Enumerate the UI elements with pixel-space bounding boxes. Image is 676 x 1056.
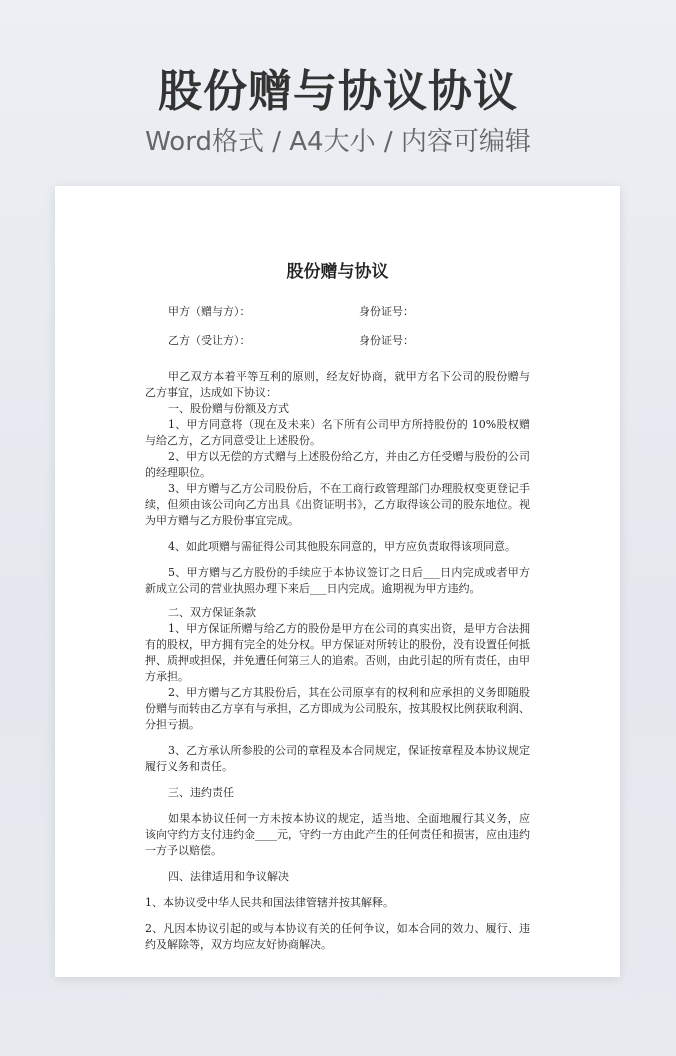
section-4-heading: 四、法律适用和争议解决 <box>168 870 289 883</box>
section-4-clause-1: 1、本协议受中华人民共和国法律管辖并按其解释。 <box>145 896 394 909</box>
page-subtitle: Word格式 / A4大小 / 内容可编辑 <box>145 127 531 157</box>
document-page <box>55 186 620 977</box>
party-b-id-label: 身份证号： <box>359 334 414 347</box>
document-body <box>145 260 530 953</box>
intro-paragraph: 甲乙双方本着平等互利的原则，经友好协商，就甲方名下公司的股份赠与乙方事宜，达成如下协议： <box>145 370 530 399</box>
page-header <box>0 62 676 160</box>
page-title: 股份赠与协议协议 <box>158 66 518 117</box>
section-2-clause-3: 3、乙方承认所参股的公司的章程及本合同规定，保证按章程及本协议规定履行义务和责任。 <box>145 744 530 773</box>
section-2-clause-2: 2、甲方赠与乙方其股份后，其在公司原享有的权利和应承担的义务即随股份赠与而转由乙方享有与承担，乙方即成为公司股东，按其股权比例获取利润、分担亏损。 <box>145 686 530 731</box>
party-a-id-label: 身份证号： <box>359 305 414 318</box>
section-1-clause-5: 5、甲方赠与乙方股份的手续应于本协议签订之日后___日内完成或者甲方新成立公司的营业执照办理下来后___日内完成。逾期视为甲方违约。 <box>145 566 530 595</box>
party-b-row <box>145 333 530 349</box>
section-2-clause-1: 1、甲方保证所赠与给乙方的股份是甲方在公司的真实出资，是甲方合法拥有的股权，甲方拥有完全的处分权。甲方保证对所转让的股份，没有设置任何抵押、质押或担保，并免遭任何第三人的追索。否则，由此引起的所有责任，由甲方承担。 <box>145 622 530 683</box>
party-a-label: 甲方（赠与方）： <box>168 305 251 318</box>
section-3-heading: 三、违约责任 <box>168 786 234 799</box>
section-4-clause-2: 2、凡因本协议引起的或与本协议有关的任何争议，如本合同的效力、履行、违约及解除等，双方均应友好协商解决。 <box>145 922 530 951</box>
section-1-heading: 一、股份赠与份额及方式 <box>168 402 289 415</box>
party-a-row <box>145 304 530 320</box>
section-1-clause-3: 3、甲方赠与乙方公司股份后，不在工商行政管理部门办理股权变更登记手续，但须由该公司向乙方出具《出资证明书》，乙方取得该公司的股东地位。视为甲方赠与乙方股份事宜完成。 <box>145 482 530 527</box>
section-1-clause-1: 1、甲方同意将（现在及未来）名下所有公司甲方所持股份的 10%股权赠与给乙方，乙方同意受让上述股份。 <box>145 418 530 447</box>
section-1-clause-2: 2、甲方以无偿的方式赠与上述股份给乙方，并由乙方任受赠与股份的公司的经理职位。 <box>145 450 530 479</box>
party-b-label: 乙方（受让方）： <box>168 334 251 347</box>
section-3-clause: 如果本协议任何一方未按本协议的规定，适当地、全面地履行其义务，应该向守约方支付违约金____元，守约一方由此产生的任何责任和损害，应由违约一方予以赔偿。 <box>145 812 530 857</box>
document-title: 股份赠与协议 <box>286 262 389 282</box>
section-1-clause-4: 4、如此项赠与需征得公司其他股东同意的，甲方应负责取得该项同意。 <box>168 540 516 553</box>
section-2-heading: 二、双方保证条款 <box>168 606 256 619</box>
